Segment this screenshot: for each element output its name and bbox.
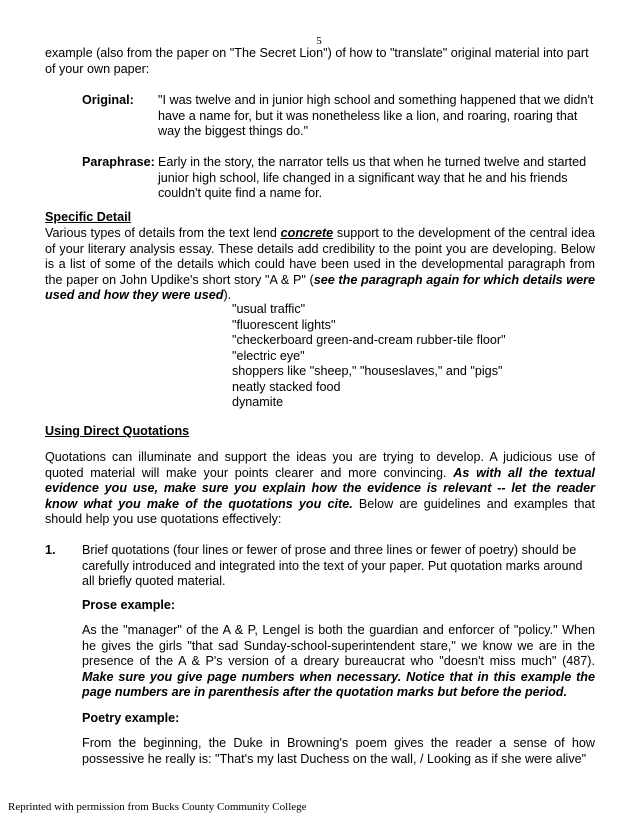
page-number: 5 (316, 35, 322, 47)
list-item: "usual traffic" (232, 302, 306, 316)
paraphrase-text: Early in the story, the narrator tells us that when he turned twelve and started junior high school, life changed in a significant way that he and his friends couldn't quite find a name for. (158, 155, 587, 200)
prose-example-label: Prose example: (82, 598, 176, 612)
list-item: "electric eye" (232, 348, 305, 363)
footer-credit: Reprinted with permission from Bucks County Community College (8, 801, 307, 813)
intro-paragraph: example (also from the paper on "The Secret Lion") of how to "translate" original material into part of your own paper: (45, 46, 589, 76)
original-label: Original: (82, 93, 134, 107)
poetry-example-label: Poetry example: (82, 711, 180, 725)
poetry-example-text: From the beginning, the Duke in Browning's poem gives the reader a sense of how possessive he really is: "That's my last Duchess on the wall, / Looking as if she were alive" (82, 736, 595, 766)
detail-emphasis: see the paragraph again for which details were used and how they were used (45, 272, 595, 302)
page-number-emphasis: Make sure you give page numbers when necessary. Notice that in this example the page numbers are in parenthesis after the quotation marks but before the period. (82, 669, 595, 699)
direct-quotations-heading: Using Direct Quotations (45, 424, 190, 438)
quotations-emphasis: As with all the textual evidence you use, make sure you explain how the evidence is relevant -- let the reader know what you make of the quotations you cite. (45, 465, 595, 511)
list-item: "fluorescent lights" (232, 317, 336, 332)
original-quote: "I was twelve and in junior high school and something happened that we didn't have a name for, but it was nonetheless like a lion, and roaring, roaring that way the biggest things do." (158, 93, 594, 138)
concrete-emphasis: concrete (280, 226, 334, 240)
paraphrase-label: Paraphrase: (82, 155, 155, 169)
prose-example-text: As the "manager" of the A & P, Lengel is both the guardian and enforcer of "policy." When he gives the girls "that sad Sunday-school-superintendent stare," we know we are in the presence of the A & P's version of a dreary bureaucrat who "doesn't miss much" (487). Make sure you give page numbers when necessary. Notice that in this example the page numbers are in parenthesis after the quotation marks but before the period. (82, 623, 595, 699)
specific-detail-paragraph: Various types of details from the text lend concrete support to the development of the central idea of your literary analysis essay. These details add credibility to the point you are developing. Below is a list of some of the details which could have been used in the developmental paragraph from the paper on John Updike's short story "A & P" (see the paragraph again for which details were used and how they were used). (45, 226, 595, 302)
list-item: "checkerboard green-and-cream rubber-tile floor" (232, 333, 506, 347)
list-item: dynamite (232, 395, 284, 409)
item-text: Brief quotations (four lines or fewer of prose and three lines or fewer of poetry) should be carefully introduced and integrated into the text of your paper. Put quotation marks around all briefly quoted material. (82, 543, 583, 588)
list-item: shoppers like "sheep," "houseslaves," and "pigs" (232, 364, 503, 378)
specific-detail-heading: Specific Detail (45, 210, 132, 224)
item-number: 1. (45, 543, 56, 557)
list-item: neatly stacked food (232, 379, 341, 394)
direct-quotations-paragraph: Quotations can illuminate and support the ideas you are trying to develop. A judicious use of quoted material will make your points clearer and more convincing. As with all the textual evidence you use, make sure you explain how the evidence is relevant -- let the reader know what you make of the quotations you cite. Below are guidelines and examples that should help you use quotations effectively: (45, 450, 595, 526)
details-list (232, 302, 506, 411)
